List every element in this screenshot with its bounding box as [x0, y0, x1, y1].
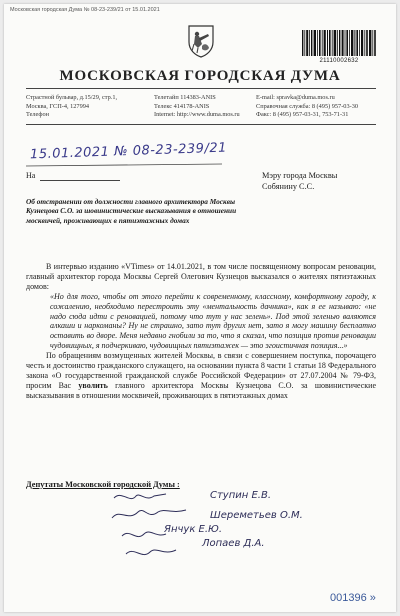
- reference-label: На: [26, 171, 36, 180]
- signature-name: Янчук Е.Ю.: [164, 524, 223, 535]
- email-line: E-mail: spravka@duma.mos.ru: [256, 94, 335, 101]
- letter-subject: Об отстранении от должности главного архитектора Москвы Кузнецова С.О. за шовинистические высказывания в отношении москвичей, проживающих в пятиэтажных домах: [26, 197, 237, 225]
- barcode: [302, 30, 376, 56]
- telex-line: Телекс 414178-ANIS: [154, 102, 210, 110]
- body-paragraph: В интервью изданию «VTimes» от 14.01.2021, в том числе посвященному вопросам реновации, главный архитектор города Москвы Сергей Олегович Кузнецов высказался о жителях пятиэтажных домов:: [26, 262, 376, 291]
- contacts-address: [26, 94, 117, 120]
- signature-mark: [112, 510, 186, 518]
- email-line: Факс: 8 (495) 957-03-31, 753-71-31: [256, 111, 349, 119]
- email-line: Справочная служба: 8 (495) 957-03-30: [256, 102, 358, 110]
- request-keyword: уволить: [78, 380, 108, 390]
- header-divider: [26, 88, 376, 89]
- reference-underline: [40, 180, 120, 181]
- signature-mark: [122, 532, 166, 537]
- letter-body: [26, 262, 376, 401]
- contacts-email: [256, 94, 358, 120]
- moscow-coat-of-arms-icon: [186, 24, 216, 58]
- addressee-line: Мэру города Москвы: [262, 171, 338, 180]
- address-line: Телефон: [26, 111, 50, 119]
- addressee-line: Собянину С.С.: [262, 182, 315, 191]
- barcode-number: 21110002632: [319, 58, 359, 64]
- deputies-heading: Депутаты Московской городской Думы :: [26, 480, 180, 489]
- incoming-number: 001396 »: [330, 592, 376, 604]
- telex-line: Телетайп 114383-ANIS: [154, 94, 216, 101]
- signature-name: Шереметьев О.М.: [210, 510, 303, 521]
- addressee: [262, 170, 337, 192]
- signature-name: Ступин Е.В.: [210, 490, 272, 501]
- signature-mark: [126, 550, 176, 555]
- contacts-telex: [154, 94, 240, 120]
- signature-name: Лопаев Д.А.: [202, 538, 265, 549]
- request-text-start: По обращениям возмущенных жителей Москвы, в связи с совершением поступка, порочащего честь и достоинство гражданского служащего, на основании пункта 8 части 1 статьи 18 Федерального закона «О государственной гражданской службе Российской Федерации» от 27.07.2004 № 79-ФЗ, просим Вас: [26, 351, 376, 390]
- address-line: Москва, ГСП-4, 127994: [26, 102, 90, 110]
- document-header-stamp: Московская городская Дума № 08-23-239/21 от 15.01.2021: [10, 7, 160, 13]
- registration-number-handwritten: 15.01.2021 № 08-23-239/21: [29, 140, 228, 163]
- request-text-end: главного архитектора Москвы Кузнецова С.О. за шовинистические высказывания в отношении москвичей, проживающих в пятиэтажных домах: [26, 380, 377, 400]
- body-paragraph-request: [26, 351, 376, 401]
- signature-mark: [114, 494, 166, 499]
- organization-title: МОСКОВСКАЯ ГОРОДСКАЯ ДУМА: [59, 68, 341, 84]
- interview-quote: «Но для того, чтобы от этого перейти к современному, классному, комфортному городу, к сожалению, необходимо перестроить эту «ментальность дачника», как я ее называю: «не надо сюда идти с реновацией, потому что тут у нас зелень». Под этой зеленью валяются алкаши и наркоманы? Ну не страшно, зато тут других нет, зато я могу машину бесплатно оставить во дворе. Меня недавно гнобили за то, что я сказал, что позиция против реновации чудовищных, я подчеркиваю, чудовищных пятиэтажек — это эгоистичная позиция...»: [50, 291, 376, 351]
- document-page: [4, 4, 396, 612]
- address-line: Страстной бульвар, д.15/29, стр.1,: [26, 94, 118, 101]
- contacts-divider: [26, 124, 376, 125]
- telex-line: Internet: http://www.duma.mos.ru: [154, 111, 240, 119]
